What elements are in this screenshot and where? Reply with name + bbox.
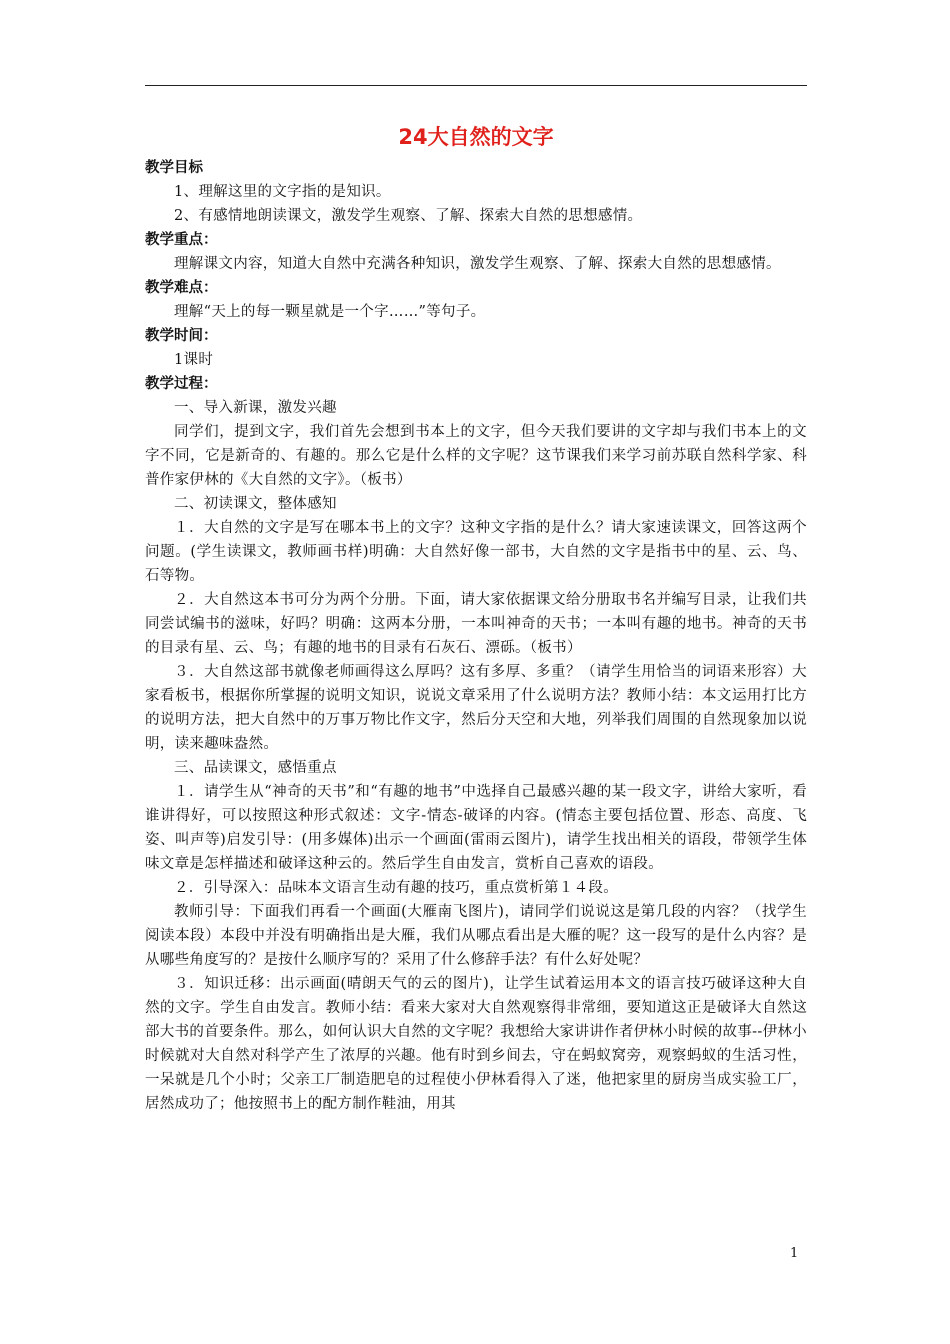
paragraph: ２．引导深入：品味本文语言生动有趣的技巧，重点赏析第１４段。	[174, 880, 618, 896]
paragraph: 三、品读课文，感悟重点	[174, 760, 337, 776]
document-sections	[145, 156, 807, 1116]
paragraph: 2、有感情地朗读课文，激发学生观察、了解、探索大自然的思想感情。	[174, 208, 643, 224]
document-title: 24大自然的文字	[398, 125, 554, 149]
section-heading: 教学重点：	[145, 232, 218, 248]
paragraph: １．请学生从“神奇的天书”和“有趣的地书”中选择自己最感兴趣的某一段文字，讲给大家听，看谁讲得好，可以按照这种形式叙述：文字-情态-破译的内容。(情态主要包括位置、形态、高度、飞姿、叫声等)启发引导：(用多媒体)出示一个画面(雷雨云图片)，请学生找出相关的语段，带领学生体味文章是怎样描述和破译这种云的。然后学生自由发言，赏析自己喜欢的语段。	[145, 784, 807, 872]
paragraph: 1、理解这里的文字指的是知识。	[174, 184, 391, 200]
paragraph: ２．大自然这本书可分为两个分册。下面，请大家依据课文给分册取书名并编写目录，让我们共同尝试编书的滋味，好吗？明确：这两本分册，一本叫神奇的天书；一本叫有趣的地书。神奇的天书的目录有星、云、鸟；有趣的地书的目录有石灰石、漂砾。（板书）	[145, 592, 807, 656]
document-body	[145, 120, 807, 1116]
paragraph: 二、初读课文，整体感知	[174, 496, 337, 512]
paragraph: ３．知识迁移：出示画面(晴朗天气的云的图片)，让学生试着运用本文的语言技巧破译这种大自然的文字。学生自由发言。教师小结：看来大家对大自然观察得非常细，要知道这正是破译大自然这部大书的首要条件。那么，如何认识大自然的文字呢？我想给大家讲讲作者伊林小时候的故事--伊林小时候就对大自然对科学产生了浓厚的兴趣。他有时到乡间去，守在蚂蚁窝旁，观察蚂蚁的生活习性，一呆就是几个小时；父亲工厂制造肥皂的过程使小伊林看得入了迷，他把家里的厨房当成实验工厂，居然成功了；他按照书上的配方制作鞋油，用其	[145, 976, 807, 1112]
page-number: 1	[790, 1246, 799, 1261]
section-heading: 教学时间：	[145, 328, 218, 344]
paragraph: 同学们，提到文字，我们首先会想到书本上的文字，但今天我们要讲的文字却与我们书本上的文字不同，它是新奇的、有趣的。那么它是什么样的文字呢？这节课我们来学习前苏联自然科学家、科普作家伊林的《大自然的文字》。（板书）	[145, 424, 807, 488]
paragraph: 1课时	[174, 352, 214, 368]
header-rule	[145, 85, 807, 86]
paragraph: １．大自然的文字是写在哪本书上的文字？这种文字指的是什么？请大家速读课文，回答这两个问题。(学生读课文，教师画书样)明确：大自然好像一部书，大自然的文字是指书中的星、云、鸟、石等物。	[145, 520, 807, 584]
section-heading: 教学目标	[145, 160, 203, 176]
paragraph: ３．大自然这部书就像老师画得这么厚吗？这有多厚、多重？（请学生用恰当的词语来形容）大家看板书，根据你所掌握的说明文知识，说说文章采用了什么说明方法？教师小结：本文运用打比方的说明方法，把大自然中的万事万物比作文字，然后分天空和大地，列举我们周围的自然现象加以说明，读来趣味盎然。	[145, 664, 807, 752]
paragraph: 理解“天上的每一颗星就是一个字……”等句子。	[174, 304, 486, 320]
section-heading: 教学过程：	[145, 376, 218, 392]
paragraph: 理解课文内容，知道大自然中充满各种知识，激发学生观察、了解、探索大自然的思想感情。	[174, 256, 781, 272]
paragraph: 一、导入新课，激发兴趣	[174, 400, 337, 416]
paragraph: 教师引导：下面我们再看一个画面(大雁南飞图片)，请同学们说说这是第几段的内容？（找学生阅读本段）本段中并没有明确指出是大雁，我们从哪点看出是大雁的呢？这一段写的是什么内容？是从哪些角度写的？是按什么顺序写的？采用了什么修辞手法？有什么好处呢？	[145, 904, 807, 968]
section-heading: 教学难点：	[145, 280, 218, 296]
